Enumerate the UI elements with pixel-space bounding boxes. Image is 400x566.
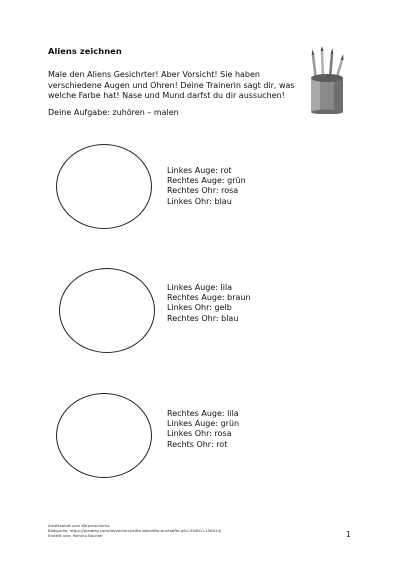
alien-face-circle-1 xyxy=(56,144,152,229)
instruction-line: Rechtes Auge: grün xyxy=(167,176,246,186)
footer-line: Arbeitsblatt zum Körperschema xyxy=(48,523,110,528)
task-text: Deine Aufgabe: zuhören – malen xyxy=(48,108,179,117)
instruction-line: Linkes Auge: lila xyxy=(167,283,233,292)
instruction-line: Linkes Ohr: rosa xyxy=(167,429,232,439)
footer-line: Erstellt von: Pamina Bachler xyxy=(48,533,103,538)
alien-face-circle-2 xyxy=(59,268,155,353)
instruction-line: Linkes Auge: rot xyxy=(167,166,232,175)
instruction-line: Linkes Ohr: gelb xyxy=(167,303,232,313)
instruction-line: Rechtes Ohr: rosa xyxy=(167,186,239,196)
page-number: 1 xyxy=(346,530,351,539)
pencil-cup-icon xyxy=(304,46,350,114)
instruction-line: Rechtes Auge: braun xyxy=(167,293,251,303)
instruction-line: Rechts Ohr: rot xyxy=(167,439,228,449)
footer-line: Bildquelle: https://pixabay.com/de/vectors/stifte-bleistifte-buntstifte-g%C3%BCn-156014/ xyxy=(48,528,222,533)
footer-credits xyxy=(48,523,221,538)
alien-instructions-2 xyxy=(167,283,251,324)
intro-text: Male den Aliens Gesichrter! Aber Vorsicht! Sie haben verschiedene Augen und Ohren! Deine Trainerin sagt dir, was welche Farbe hat! Nase und Mund darfst du dir aussuchen! xyxy=(48,70,295,100)
instruction-line: Rechtes Ohr: blau xyxy=(167,313,239,323)
instruction-line: Rechtes Auge: lila xyxy=(167,409,239,418)
instruction-line: Linkes Auge: grün xyxy=(167,419,240,429)
instruction-line: Linkes Ohr: blau xyxy=(167,196,232,206)
alien-instructions-3 xyxy=(167,409,239,450)
alien-instructions-1 xyxy=(167,166,246,207)
alien-face-circle-3 xyxy=(56,393,152,478)
worksheet-title: Aliens zeichnen xyxy=(48,46,122,56)
